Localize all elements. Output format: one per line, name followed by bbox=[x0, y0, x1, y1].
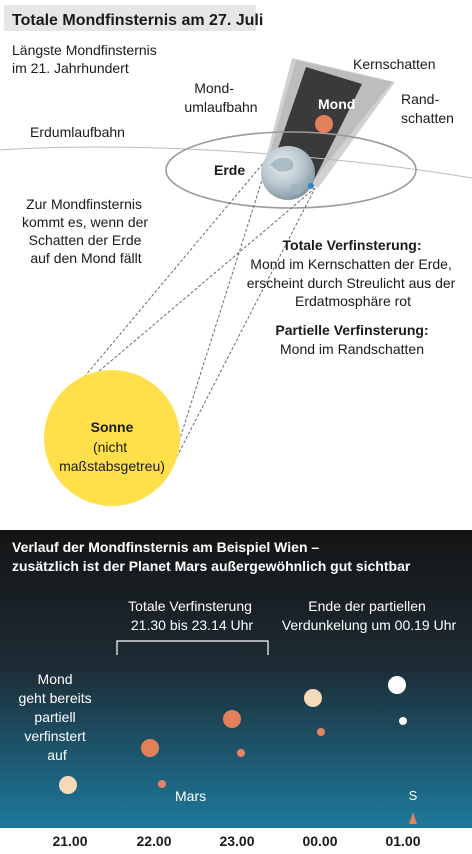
time-label-2100: 21.00 bbox=[52, 833, 88, 849]
mars-0100 bbox=[399, 717, 407, 725]
erde-label: Erde bbox=[214, 162, 246, 178]
moon-0000 bbox=[304, 689, 322, 707]
ende-label: Ende der partiellen Verdunkelung um 00.19 Uhr bbox=[281, 598, 457, 633]
moon-2100 bbox=[59, 776, 77, 794]
mond-rise-label: Mond geht bereits partiell verfinstert auf bbox=[18, 671, 92, 763]
moon-0100 bbox=[388, 676, 406, 694]
south-label: S bbox=[408, 788, 418, 803]
mars-2300 bbox=[237, 749, 245, 757]
time-label-0100: 01.00 bbox=[385, 833, 421, 849]
totale-period-label: Totale Verfinsterung 21.30 bis 23.14 Uhr bbox=[128, 598, 254, 633]
mars-label: Mars bbox=[175, 788, 207, 804]
sonne-note: (nicht maßstabsgetreu) bbox=[59, 439, 165, 474]
moon-red bbox=[315, 115, 333, 133]
mars-2200 bbox=[158, 780, 166, 788]
kernschatten-label: Kernschatten bbox=[353, 56, 436, 72]
moon-2200 bbox=[141, 739, 159, 757]
total-eclipse-description: Mond im Kernschatten der Erde, erscheint durch Streulicht aus der Erdatmosphäre rot bbox=[246, 256, 456, 309]
sun bbox=[44, 370, 180, 506]
sonne-label: Sonne bbox=[90, 419, 134, 435]
page-title: Totale Mondfinsternis am 27. Juli bbox=[12, 12, 264, 29]
mars-0000 bbox=[317, 728, 325, 736]
mondumlaufbahn-label: Mond- umlaufbahn bbox=[184, 80, 258, 115]
earth bbox=[261, 146, 315, 200]
mond-label: Mond bbox=[318, 96, 356, 112]
moon-2300 bbox=[223, 710, 241, 728]
timeline-heading: Verlauf der Mondfinsternis am Beispiel Wien – zusätzlich ist der Planet Mars außergewöhnlich gut sichtbar bbox=[12, 539, 411, 574]
total-eclipse-title: Totale Verfinsterung: bbox=[282, 237, 422, 253]
time-label-2200: 22.00 bbox=[136, 833, 172, 849]
time-label-0000: 00.00 bbox=[302, 833, 338, 849]
explanation-text: Zur Mondfinsternis kommt es, wenn der Schatten der Erde auf den Mond fällt bbox=[22, 196, 149, 266]
time-label-2300: 23.00 bbox=[219, 833, 255, 849]
erdumlaufbahn-label: Erdumlaufbahn bbox=[30, 124, 125, 140]
partial-eclipse-title: Partielle Verfinsterung: bbox=[275, 322, 429, 338]
subtitle: Längste Mondfinsternis im 21. Jahrhundert bbox=[12, 42, 157, 76]
randschatten-label: Rand- schatten bbox=[401, 91, 454, 126]
partial-eclipse-description: Mond im Randschatten bbox=[280, 341, 424, 357]
